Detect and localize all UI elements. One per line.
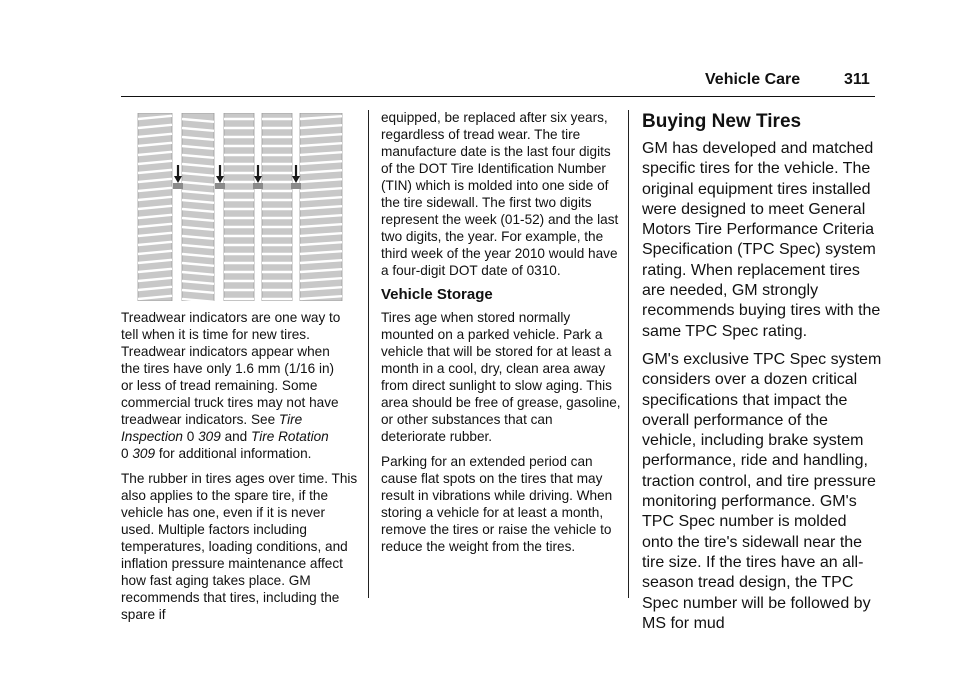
storage-paragraph-1: Tires age when stored normally mounted on a parked vehicle. Park a vehicle that will be stored for at least a month in a cool, dry, clean area away from direct sunlight to slow aging. This area should be free of grease, gasoline, or other substances that can deteriorate rubber. — [381, 310, 621, 444]
column-middle — [381, 109, 621, 555]
treadwear-paragraph — [121, 309, 361, 462]
column-divider-1 — [368, 110, 369, 598]
line: Treadwear indicators appear when — [121, 344, 330, 359]
page-ref-arrow-icon: 0 — [186, 429, 195, 444]
connector-text: and — [224, 429, 248, 444]
page-number: 311 — [844, 71, 870, 88]
treadwear-indicator-illustration — [134, 113, 346, 301]
tire-aging-paragraph: The rubber in tires ages over time. This also applies to the spare tire, if the vehicle has one, even if it is never used. Multiple factors including temperatures, loading conditions, and inflation pressure maintenance affect how fast aging takes place. GM recommends that tires, including the spare if — [121, 471, 358, 622]
tread-groove — [255, 113, 261, 301]
wear-bar — [173, 183, 183, 189]
tire-inspection-link[interactable]: Tire — [278, 412, 303, 427]
tire-rotation-link[interactable]: Tire Rotation — [251, 429, 329, 444]
tread-groove — [293, 113, 299, 301]
section-title: Vehicle Care — [705, 71, 801, 88]
page-ref-arrow-icon: 0 — [121, 446, 129, 461]
page-ref-number[interactable]: 309 — [132, 446, 156, 461]
tire-date-paragraph: equipped, be replaced after six years, regardless of tread wear. The tire manufacture date is the last four digits of the DOT Tire Identification Number (TIN) which is molded into one side of the tire sidewall. The first two digits represent the week (01-52) and the last two digits, the year. For example, the third week of the year 2010 would have a four-digit DOT date of 0310. — [381, 110, 619, 278]
line: the tires have only 1.6 mm (1/16 in) — [121, 361, 335, 376]
line: treadwear indicators. See — [121, 412, 279, 427]
column-right — [642, 110, 882, 634]
storage-paragraph-2: Parking for an extended period can cause flat spots on the tires that may result in vibrations while driving. When storing a vehicle for at least a month, remove the tires or raise the vehicle to reduce the weight from the tires. — [381, 454, 613, 554]
vehicle-storage-heading: Vehicle Storage — [381, 286, 493, 303]
header-divider — [121, 96, 875, 97]
line: tell when it is time for new tires. — [121, 327, 310, 342]
page-ref-number[interactable]: 309 — [198, 429, 221, 444]
line: Treadwear indicators are one way to — [121, 310, 341, 325]
tread-groove — [217, 113, 223, 301]
line: commercial truck tires may not have — [121, 395, 339, 410]
tread-groove — [175, 113, 181, 301]
wear-bar — [215, 183, 225, 189]
tread-pattern — [138, 113, 342, 301]
buying-paragraph-2: GM's exclusive TPC Spec system considers over a dozen critical specifications that impact the overall performance of the vehicle, including brake system performance, ride and handling, traction control, and tire pressure monitoring performance. GM's TPC Spec number is molded onto the tire's sidewall near the tire size. If the tires have an all-season tread design, the TPC Spec number will be followed by MS for mud — [642, 350, 882, 632]
wear-bar — [291, 183, 301, 189]
line-end: for additional information. — [158, 446, 312, 461]
buying-paragraph-1: GM has developed and matched specific tires for the vehicle. The original equipment tires installed were designed to meet General Motors Tire Performance Criteria Specification (TPC Spec) system rating. When replacement tires are needed, GM strongly recommends buying tires with the same TPC Spec rating. — [642, 140, 881, 340]
line: or less of tread remaining. Some — [121, 378, 318, 393]
buying-new-tires-heading: Buying New Tires — [642, 111, 802, 132]
wear-bar — [253, 183, 263, 189]
column-divider-2 — [628, 110, 629, 598]
column-left — [121, 309, 361, 623]
tire-inspection-link-cont[interactable]: Inspection — [121, 429, 183, 444]
